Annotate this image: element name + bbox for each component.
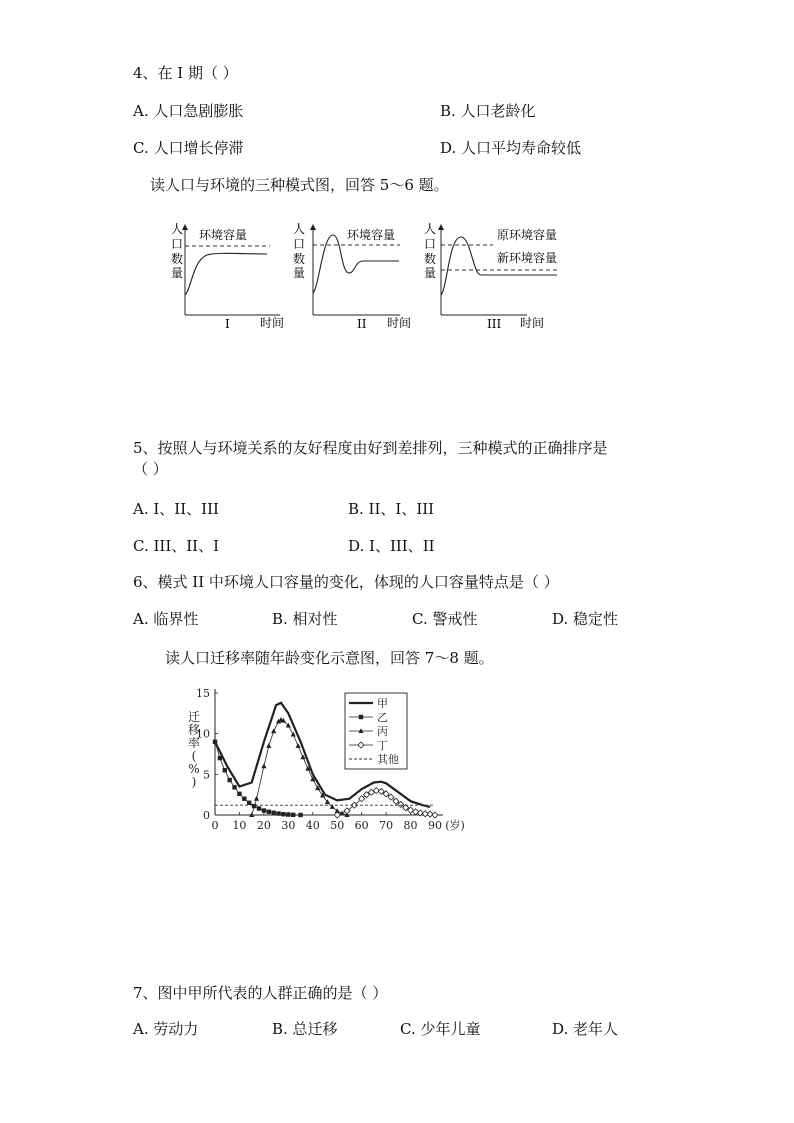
q6-option-b: B. 相对性	[272, 610, 338, 628]
q7-option-c: C. 少年儿童	[400, 1020, 481, 1038]
panel2-xlabel: 时间	[387, 316, 412, 330]
q4-stem: 4、在 I 期（ ）	[133, 64, 238, 82]
legend-label-2: 丙	[377, 725, 388, 738]
panel3-caption-new: 新环境容量	[497, 251, 558, 265]
series-1-point-0	[213, 740, 217, 744]
x-tick-label-0: 0	[211, 819, 219, 832]
series-1-point-9	[257, 806, 261, 810]
panel2-ylabel-2: 口	[293, 237, 306, 251]
x-tick-label-4: 40	[305, 819, 320, 832]
x-unit-label: (岁)	[445, 819, 465, 832]
x-tick-label-2: 20	[256, 819, 271, 832]
model-panel-3	[424, 222, 557, 331]
legend-marker-1	[359, 715, 363, 719]
series-1-point-3	[227, 778, 231, 782]
y-label-char-0: 迁	[187, 710, 201, 724]
series-3-point-11	[398, 801, 404, 807]
series-1-point-6	[242, 797, 246, 801]
x-tick-label-3: 30	[281, 819, 296, 832]
x-tick-label-9: 90	[428, 819, 442, 832]
model-panel-2	[293, 222, 411, 331]
series-1-point-12	[271, 811, 275, 815]
series-1-point-5	[237, 792, 241, 796]
series-2	[249, 717, 350, 817]
q5-stem-line2: （ ）	[133, 460, 168, 478]
q6-option-a: A. 临界性	[133, 610, 199, 628]
legend-label-3: 丁	[377, 739, 388, 752]
x-tick-label-7: 70	[379, 819, 394, 832]
q5-stem-line1: 5、按照人与环境关系的友好程度由好到差排列，三种模式的正确排序是	[133, 439, 608, 457]
series-1-point-7	[247, 801, 251, 805]
intro-models: 读人口与环境的三种模式图，回答 5～6 题。	[150, 176, 449, 194]
series-1-point-1	[218, 756, 222, 760]
y-label-char-2: 率	[187, 736, 201, 750]
panel3-label: III	[487, 317, 502, 331]
x-tick-label-1: 10	[232, 819, 247, 832]
panel3-caption-original: 原环境容量	[497, 228, 558, 242]
panel2-caption: 环境容量	[347, 228, 396, 242]
y-label-char-3: (	[191, 749, 197, 763]
series-1-point-14	[281, 812, 285, 816]
panel3-ylabel-2: 口	[424, 237, 437, 251]
x-tick-label-6: 60	[354, 819, 369, 832]
series-1-point-10	[262, 808, 266, 812]
population-environment-models-figure	[165, 215, 565, 340]
series-3-point-17	[427, 811, 433, 817]
y-tick-label-2: 10	[196, 727, 210, 741]
x-tick-label-5: 50	[330, 819, 345, 832]
y-label-char-5: )	[191, 775, 197, 789]
panel2-ylabel-4: 量	[293, 266, 306, 280]
y-label-char-1: 移	[187, 723, 201, 737]
y-label-char-4: %	[188, 762, 200, 776]
series-1-point-4	[232, 785, 236, 789]
q6-option-d: D. 稳定性	[552, 610, 619, 628]
series-2-point-9	[291, 732, 296, 737]
series-1-point-11	[267, 810, 271, 814]
q4-option-d: D. 人口平均寿命较低	[440, 139, 582, 157]
panel2-ylabel-1: 人	[293, 222, 306, 236]
y-tick-label-0: 0	[203, 809, 210, 822]
series-2-point-4	[271, 728, 276, 733]
panel1-xlabel: 时间	[260, 316, 285, 330]
x-tick-label-8: 80	[403, 819, 418, 832]
y-tick-label-1: 5	[203, 768, 210, 782]
model-panel-1	[171, 222, 284, 331]
q4-option-a: A. 人口急剧膨胀	[133, 102, 244, 120]
panel3-ylabel-1: 人	[424, 222, 437, 236]
legend-label-1: 乙	[377, 711, 388, 724]
q5-option-c: C. III、II、I	[133, 537, 220, 555]
panel3-ylabel-4: 量	[424, 266, 437, 280]
panel3-xlabel: 时间	[520, 316, 545, 330]
intro-migration: 读人口迁移率随年龄变化示意图，回答 7～8 题。	[165, 649, 494, 667]
q5-option-d: D. I、III、II	[348, 537, 435, 555]
panel1-ylabel-1: 人	[171, 222, 184, 236]
migration-rate-chart	[185, 683, 475, 838]
q7-option-a: A. 劳动力	[133, 1020, 199, 1038]
series-1-point-16	[291, 813, 295, 817]
series-2-point-1	[254, 796, 259, 801]
panel3-ylabel-3: 数	[424, 252, 437, 266]
q5-option-b: B. II、I、III	[348, 500, 435, 518]
series-2-point-10	[296, 743, 301, 748]
series-3-point-18	[432, 812, 438, 818]
series-1-point-17	[298, 813, 302, 817]
q7-stem: 7、图中甲所代表的人群正确的是（ ）	[133, 984, 388, 1002]
panel2-label: II	[357, 317, 367, 331]
legend-label-4: 其他	[377, 753, 399, 766]
q4-option-b: B. 人口老龄化	[440, 102, 536, 120]
series-2-point-2	[261, 763, 266, 768]
y-tick-label-3: 15	[196, 687, 210, 700]
panel1-ylabel-3: 数	[171, 252, 184, 266]
q7-option-d: D. 老年人	[552, 1020, 619, 1038]
panel1-ylabel-2: 口	[171, 237, 184, 251]
series-2-point-3	[266, 743, 271, 748]
panel1-ylabel-4: 量	[171, 266, 184, 280]
legend-label-0: 甲	[377, 697, 388, 710]
panel1-caption: 环境容量	[199, 228, 248, 242]
series-1-point-15	[286, 812, 290, 816]
panel2-ylabel-3: 数	[293, 252, 306, 266]
q7-option-b: B. 总迁移	[272, 1020, 338, 1038]
q6-option-c: C. 警戒性	[412, 610, 478, 628]
panel1-label: I	[225, 317, 230, 331]
q4-option-c: C. 人口增长停滞	[133, 139, 244, 157]
q5-option-a: A. I、II、III	[133, 500, 219, 518]
series-1-point-13	[276, 811, 280, 815]
series-1-point-2	[223, 768, 227, 772]
q6-stem: 6、模式 II 中环境人口容量的变化，体现的人口容量特点是（ ）	[133, 573, 559, 591]
